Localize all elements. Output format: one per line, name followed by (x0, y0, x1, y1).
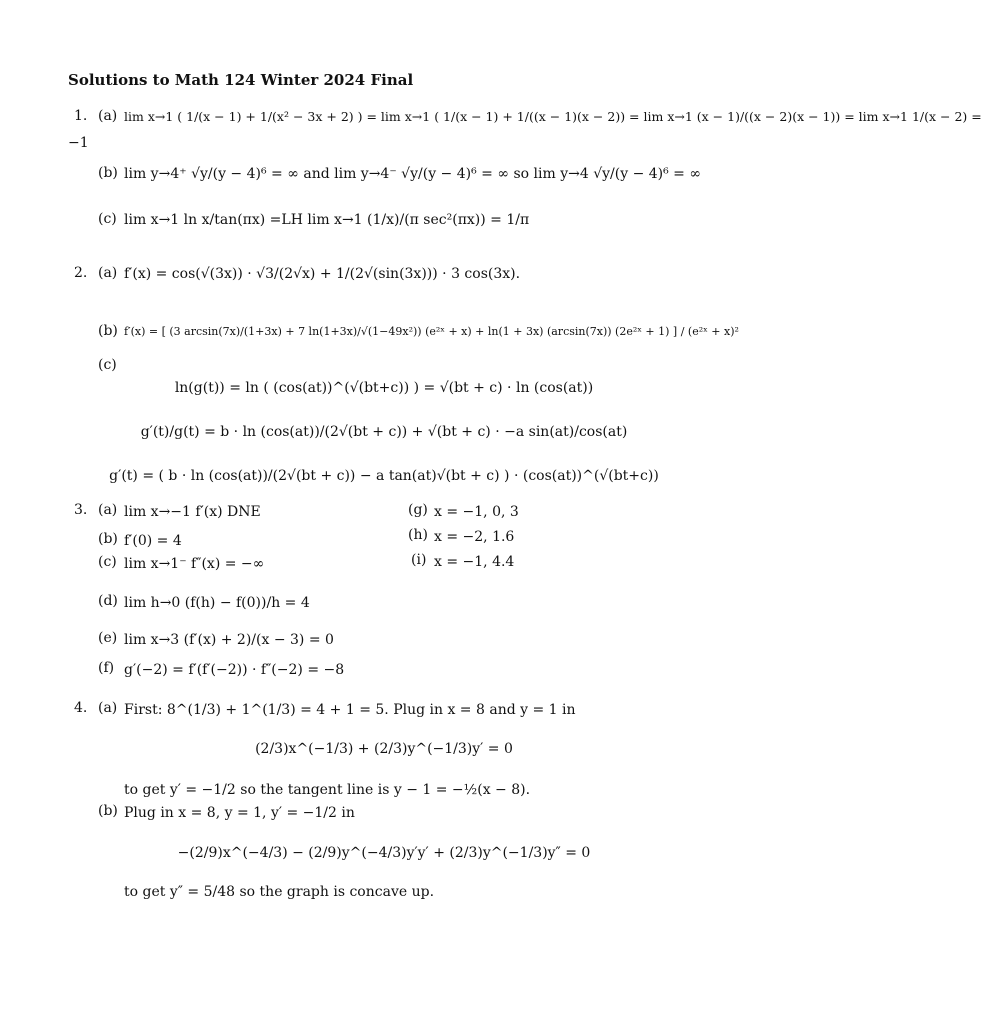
problem-3f-label: (f) (98, 660, 115, 676)
problem-4b-text: Plug in x = 8, y = 1, y′ = −1/2 in (124, 805, 355, 821)
problem-4b-equation: −(2/9)x^(−4/3) − (2/9)y^(−4/3)y′y′ + (2/3)y^(−1/3)y″ = 0 (177, 845, 591, 861)
problem-2-number: 2. (74, 265, 88, 281)
problem-4a-label: (a) (98, 700, 118, 716)
problem-3c-text: lim x→1⁻ f″(x) = −∞ (124, 556, 265, 572)
page-title: Solutions to Math 124 Winter 2024 Final (68, 71, 414, 89)
problem-3g-label: (g) (408, 502, 428, 518)
problem-4a-conclusion: to get y′ = −1/2 so the tangent line is y − 1 = −½(x − 8). (124, 782, 531, 798)
problem-1c-expression: lim x→1 ln x/tan(πx) =LH lim x→1 (1/x)/(π sec²(πx)) = 1/π (124, 212, 530, 228)
problem-3-number: 3. (74, 502, 88, 518)
problem-4-number: 4. (74, 700, 88, 716)
problem-2b-label: (b) (98, 323, 118, 339)
problem-4b-label: (b) (98, 803, 118, 819)
problem-2b-expression: f′(x) = [ (3 arcsin(7x)/(1+3x) + 7 ln(1+3x)/√(1−49x²)) (e²ˣ + x) + ln(1 + 3x) (arcsin(7x)) (2e²ˣ + 1) ] / (e²ˣ + x)² (124, 325, 739, 338)
problem-1-number: 1. (74, 108, 88, 124)
problem-4b-conclusion: to get y″ = 5/48 so the graph is concave up. (124, 884, 435, 900)
problem-1c-label: (c) (98, 211, 117, 227)
problem-3i-text: x = −1, 4.4 (434, 554, 515, 570)
problem-3a-text: lim x→−1 f′(x) DNE (124, 504, 261, 520)
problem-4a-equation: (2/3)x^(−1/3) + (2/3)y^(−1/3)y′ = 0 (255, 741, 513, 757)
problem-1b-expression: lim y→4⁺ √y/(y − 4)⁶ = ∞ and lim y→4⁻ √y/(y − 4)⁶ = ∞ so lim y→4 √y/(y − 4)⁶ = ∞ (124, 166, 702, 182)
problem-3d-text: lim h→0 (f(h) − f(0))/h = 4 (124, 595, 310, 611)
problem-2c-label: (c) (98, 357, 117, 373)
problem-3h-text: x = −2, 1.6 (434, 529, 515, 545)
problem-3c-label: (c) (98, 554, 117, 570)
problem-2c-line2: g′(t)/g(t) = b · ln (cos(at))/(2√(bt + c)) + √(bt + c) · −a sin(at)/cos(at) (140, 424, 628, 440)
problem-3d-label: (d) (98, 593, 118, 609)
problem-1a-label: (a) (98, 108, 118, 124)
problem-3e-label: (e) (98, 630, 118, 646)
problem-1a-expression: lim x→1 ( 1/(x − 1) + 1/(x² − 3x + 2) ) = lim x→1 ( 1/(x − 1) + 1/((x − 1)(x − 2)) = lim x→1 (x − 1)/((x − 2)(x − 1)) = lim x→1 1/(x − 2) = (124, 109, 982, 124)
problem-4a-text: First: 8^(1/3) + 1^(1/3) = 4 + 1 = 5. Plug in x = 8 and y = 1 in (124, 702, 576, 718)
problem-3a-label: (a) (98, 502, 118, 518)
problem-2c-line1: ln(g(t)) = ln ( (cos(at))^(√(bt+c)) ) = √(bt + c) · ln (cos(at)) (174, 380, 594, 396)
problem-3h-label: (h) (408, 527, 428, 543)
problem-3e-text: lim x→3 (f′(x) + 2)/(x − 3) = 0 (124, 632, 334, 648)
problem-3b-label: (b) (98, 531, 118, 547)
problem-2a-expression: f′(x) = cos(√(3x)) · √3/(2√x) + 1/(2√(sin(3x))) · 3 cos(3x). (124, 266, 521, 282)
problem-1a-result: −1 (68, 135, 89, 151)
problem-3i-label: (i) (411, 552, 427, 568)
problem-1b-label: (b) (98, 165, 118, 181)
problem-2c-line3: g′(t) = ( b · ln (cos(at))/(2√(bt + c)) − a tan(at)√(bt + c) ) · (cos(at))^(√(bt+c)) (109, 468, 659, 484)
problem-3g-text: x = −1, 0, 3 (434, 504, 519, 520)
problem-3f-text: g′(−2) = f′(f′(−2)) · f″(−2) = −8 (124, 662, 345, 678)
problem-3b-text: f′(0) = 4 (124, 533, 182, 549)
problem-2a-label: (a) (98, 265, 118, 281)
